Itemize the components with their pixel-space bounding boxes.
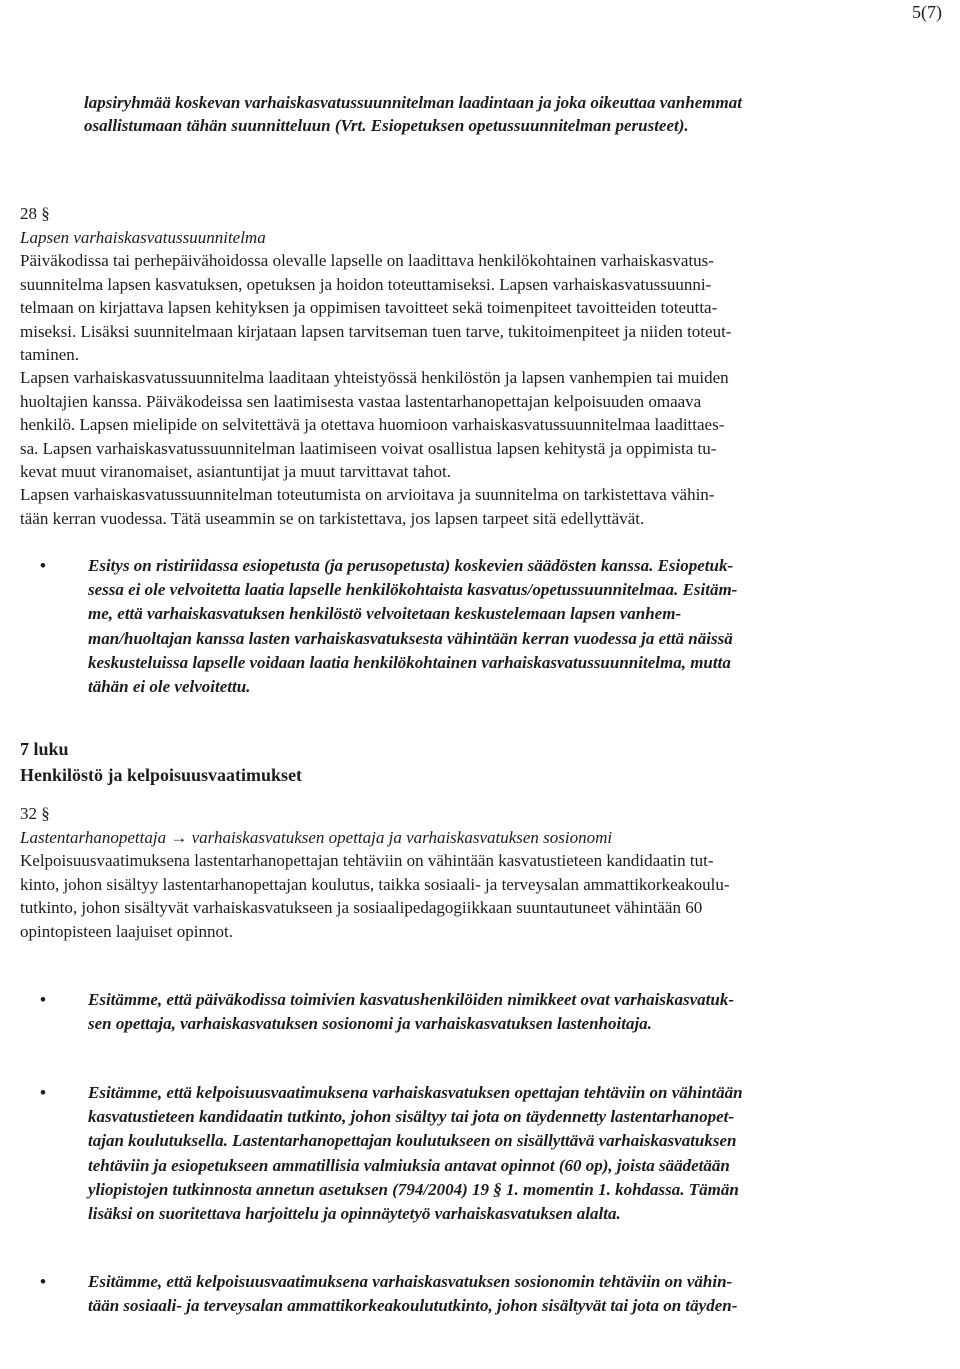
text-line: Lapsen varhaiskasvatussuunnitelman toteutumista on arvioitava ja suunnitelma on tarkistettava vähin- (20, 485, 715, 505)
text-line: yliopistojen tutkinnosta annetun asetuksen (794/2004) 19 § 1. momentin 1. kohdassa. Tämän (88, 1179, 739, 1199)
text-line: Esitämme, että kelpoisuusvaatimuksena varhaiskasvatuksen sosionomin tehtäviin on vähin- (88, 1272, 733, 1291)
text-line: telmaan on kirjattava lapsen kehityksen ja oppimisen tavoitteet sekä toimenpiteet tavoitteiden toteutta- (20, 298, 718, 318)
text-line: Päiväkodissa tai perhepäivähoidossa olevalle lapselle on laadittava henkilökohtainen varhaiskasvatus- (20, 251, 714, 271)
text-line: Kelpoisuusvaatimuksena lastentarhanopettajan tehtäviin on vähintään kasvatustieteen kandidaatin tut- (20, 851, 714, 871)
text-line: opintopisteen laajuiset opinnot. (20, 921, 233, 941)
text-line: tään sosiaali- ja terveysalan ammattikorkeakoulututkinto, johon sisältyvät tai jota on täyden- (88, 1296, 738, 1316)
intro-paragraph (84, 91, 884, 138)
bullet-marker: • (40, 556, 46, 575)
text-line: lapsiryhmää koskevan varhaiskasvatussuunnitelman laadintaan ja joka oikeuttaa vanhemmat (84, 93, 742, 112)
text-line: Esitämme, että kelpoisuusvaatimuksena varhaiskasvatuksen opettajan tehtäviin on vähintään (88, 1083, 743, 1102)
text-line: tähän ei ole velvoitettu. (88, 677, 251, 697)
section-title: Lastentarhanopettaja → varhaiskasvatuksen opettaja ja varhaiskasvatuksen sosionomi (20, 828, 613, 847)
text-line: miseksi. Lisäksi suunnitelmaan kirjataan lapsen tarvitseman tuen tarve, tukitoimenpiteet ja niiden toteut- (20, 321, 732, 341)
text-line: Esitys on ristiriidassa esiopetusta (ja perusopetusta) koskevien säädösten kanssa. Esiopetuk- (88, 556, 734, 575)
text-line: tehtäviin ja esiopetukseen ammatillisia valmiuksia antavat opinnot (60 op), joista säädetään (88, 1155, 730, 1175)
chapter-7-heading (20, 736, 876, 788)
chapter-number: 7 luku (20, 739, 69, 759)
text-line: sa. Lapsen varhaiskasvatussuunnitelman laatimiseen voivat osallistua lapsen kehitystä ja oppimista tu- (20, 438, 717, 458)
text-line: Lapsen varhaiskasvatussuunnitelma laaditaan yhteistyössä henkilöstön ja lapsen vanhempien tai muiden (20, 368, 729, 388)
text-line: sen opettaja, varhaiskasvatuksen sosionomi ja varhaiskasvatuksen lastenhoitaja. (88, 1014, 652, 1034)
section-32 (20, 803, 876, 943)
text-line: tajan koulutuksella. Lastentarhanopettajan koulutukseen on sisällyttävä varhaiskasvatuksen (88, 1131, 737, 1151)
section-number: 32 § (20, 804, 50, 823)
text-line: man/huoltajan kanssa lasten varhaiskasvatuksesta vähintään kerran vuodessa ja että näissä (88, 628, 733, 648)
text-line: suunnitelma lapsen kasvatuksen, opetuksen ja hoidon toteuttamiseksi. Lapsen varhaiskasvatussuunni- (20, 274, 712, 294)
text-line: henkilö. Lapsen mielipide on selvitettävä ja otettava huomioon varhaiskasvatussuunnitelmaa laadittaes- (20, 415, 725, 435)
text-line: Esitämme, että päiväkodissa toimivien kasvatushenkilöiden nimikkeet ovat varhaiskasvatuk- (88, 990, 735, 1009)
text-line: kevat muut viranomaiset, asiantuntijat ja muut tarvittavat tahot. (20, 462, 452, 482)
text-line: taminen. (20, 345, 80, 365)
text-line: kinto, johon sisältyy lastentarhanopettajan koulutus, taikka sosiaali- ja terveysalan ammattikorkeakoulu- (20, 874, 730, 894)
text-line: kasvatustieteen kandidaatin tutkinto, johon sisältyy tai jota on täydennetty lastentarhanopet- (88, 1107, 735, 1127)
chapter-title: Henkilöstö ja kelpoisuusvaatimukset (20, 765, 303, 785)
text-line: lisäksi on suoritettava harjoittelu ja opinnäytetyö varhaiskasvatuksen alalta. (88, 1204, 621, 1224)
text-line: keskusteluissa lapselle voidaan laatia henkilökohtainen varhaiskasvatussuunnitelma, mutta (88, 652, 731, 672)
text-line: huoltajien kanssa. Päiväkodeissa sen laatimisesta vastaa lastentarhanopettajan kelpoisuuden omaava (20, 391, 702, 411)
text-line: tutkinto, johon sisältyvät varhaiskasvatukseen ja sosiaalipedagogiikkaan suuntautuneet vähintään 60 (20, 898, 703, 918)
section-title: Lapsen varhaiskasvatussuunnitelma (20, 228, 266, 247)
text-line: tään kerran vuodessa. Tätä useammin se on tarkistettava, jos lapsen tarpeet sitä edellyttävät. (20, 508, 645, 528)
text-line: sessa ei ole velvoitetta laatia lapselle henkilökohtaista kasvatus/opetussuunnitelmaa. Esitäm- (88, 580, 738, 600)
page-number: 5(7) (912, 2, 942, 22)
section-28 (20, 203, 876, 530)
bullet-marker: • (40, 1083, 46, 1102)
section-number: 28 § (20, 204, 50, 223)
bullet-marker: • (40, 990, 46, 1009)
text-line: osallistumaan tähän suunnitteluun (Vrt. Esiopetuksen opetussuunnitelman perusteet). (84, 116, 689, 136)
text-line: me, että varhaiskasvatuksen henkilöstö velvoitetaan keskustelemaan lapsen vanhem- (88, 604, 682, 624)
bullet-marker: • (40, 1272, 46, 1291)
